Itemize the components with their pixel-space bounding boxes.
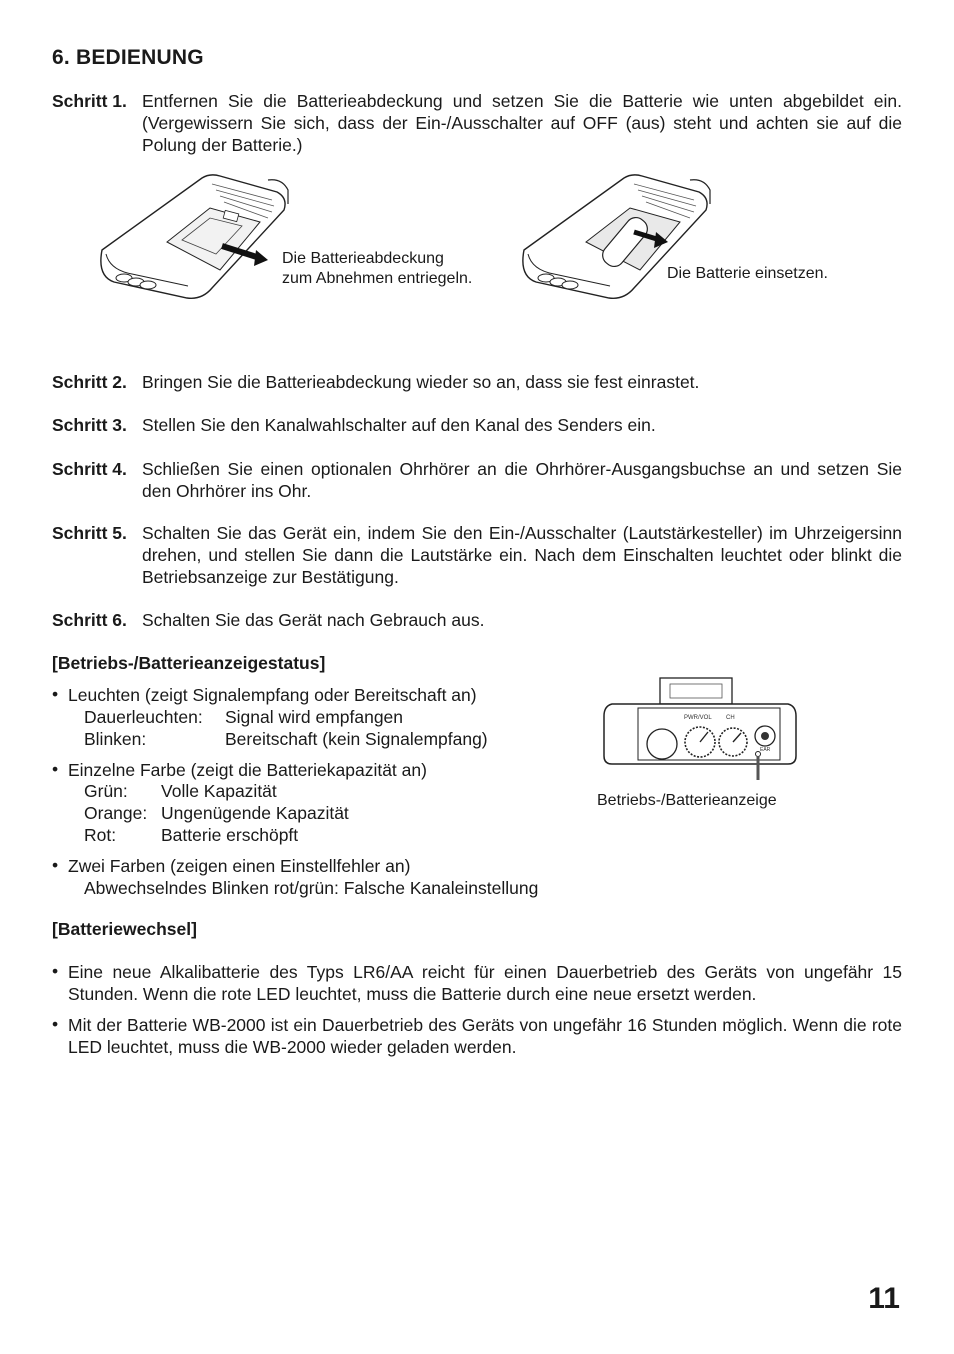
status-bullet3-line: Abwechselndes Blinken rot/grün: Falsche Kanaleinstellung <box>84 878 539 898</box>
bullet-marker: • <box>52 684 59 704</box>
knob-label-ch: CH <box>726 715 735 721</box>
battery-change-bullet1: Eine neue Alkalibatterie des Typs LR6/AA reicht für einen Dauerbetrieb des Geräts von ungefähr 15 Stunden. Wenn die rote LED leuchtet, muss die Batterie durch eine neue ersetzt werden. <box>68 962 902 1004</box>
status-row-key: Blinken: <box>84 729 147 749</box>
status-bullet2-title: Einzelne Farbe (zeigt die Batteriekapazität an) <box>68 760 427 780</box>
jack-label: EAR <box>760 747 771 753</box>
status-row-key: Grün: <box>84 781 128 801</box>
step-1 <box>52 90 902 156</box>
bullet-marker: • <box>52 759 59 779</box>
bullet-marker: • <box>52 961 59 981</box>
status-row-value: Volle Kapazität <box>161 781 277 801</box>
speaker-grille <box>647 729 677 759</box>
section-title: 6. BEDIENUNG <box>52 46 204 69</box>
step-text: Schalten Sie das Gerät nach Gebrauch aus. <box>142 610 485 630</box>
step-text: Schließen Sie einen optionalen Ohrhörer an die Ohrhörer-Ausgangsbuchse an und setzen Sie den Ohrhörer ins Ohr. <box>142 459 902 501</box>
figure-device-top <box>600 676 800 781</box>
step-label: Schritt 5. <box>52 523 127 543</box>
step-text: Schalten Sie das Gerät ein, indem Sie den Ein-/Ausschalter (Lautstärkesteller) im Uhrzeigersinn drehen, und stellen Sie dann die Lautstärke ein. Nach dem Einschalten leuchtet oder blinkt die Betriebsanzeige zur Bestätigung. <box>142 523 902 587</box>
bullet-marker: • <box>52 1014 59 1034</box>
step-6 <box>52 609 902 631</box>
status-row-value: Signal wird empfangen <box>225 707 404 727</box>
status-row-key: Rot: <box>84 825 117 845</box>
battery-caption: Die Batterie einsetzen. <box>667 265 828 282</box>
status-bullet1-title: Leuchten (zeigt Signalempfang oder Bereitschaft an) <box>68 685 477 705</box>
step-2 <box>52 371 902 393</box>
step-3 <box>52 414 902 436</box>
knob-label-vol: PWR/VOL <box>684 715 712 721</box>
status-row-key: Dauerleuchten: <box>84 707 203 727</box>
cover-caption-line2: zum Abnehmen entriegeln. <box>282 270 473 287</box>
step-label: Schritt 4. <box>52 459 127 479</box>
step-5 <box>52 522 902 588</box>
figure-insert-battery <box>514 170 719 310</box>
status-row-value: Ungenügende Kapazität <box>161 803 349 823</box>
status-row-key: Orange: <box>84 803 148 823</box>
step-text: Entfernen Sie die Batterieabdeckung und setzen Sie die Batterie wie unten abgebildet ein. (Vergewissern Sie sich, dass der Ein-/Ausschalter auf OFF (aus) steht und achten sie auf die Polung der Batterie.) <box>142 91 902 155</box>
bullet-marker: • <box>52 855 59 875</box>
status-row-value: Bereitschaft (kein Signalempfang) <box>225 729 488 749</box>
step-label: Schritt 6. <box>52 610 127 630</box>
battery-change-heading: [Batteriewechsel] <box>52 919 197 939</box>
step-label: Schritt 3. <box>52 415 127 435</box>
step-label: Schritt 2. <box>52 372 127 392</box>
step-label: Schritt 1. <box>52 91 127 111</box>
page-number: 11 <box>868 1282 900 1315</box>
status-heading: [Betriebs-/Batterieanzeigestatus] <box>52 653 326 673</box>
step-4 <box>52 458 902 502</box>
step-text: Stellen Sie den Kanalwahlschalter auf den Kanal des Senders ein. <box>142 415 656 435</box>
status-row-value: Batterie erschöpft <box>161 825 299 845</box>
cover-caption-line1: Die Batterieabdeckung <box>282 250 444 267</box>
indicator-caption: Betriebs-/Batterieanzeige <box>597 792 777 809</box>
status-bullet3-title: Zwei Farben (zeigen einen Einstellfehler an) <box>68 856 411 876</box>
step-text: Bringen Sie die Batterieabdeckung wieder so an, dass sie fest einrastet. <box>142 372 700 392</box>
battery-change-bullet2: Mit der Batterie WB-2000 ist ein Dauerbetrieb des Geräts von ungefähr 16 Stunden möglich. Wenn die rote LED leuchtet, muss die WB-2000 wieder geladen werden. <box>68 1015 902 1057</box>
figure-remove-cover <box>92 170 302 310</box>
